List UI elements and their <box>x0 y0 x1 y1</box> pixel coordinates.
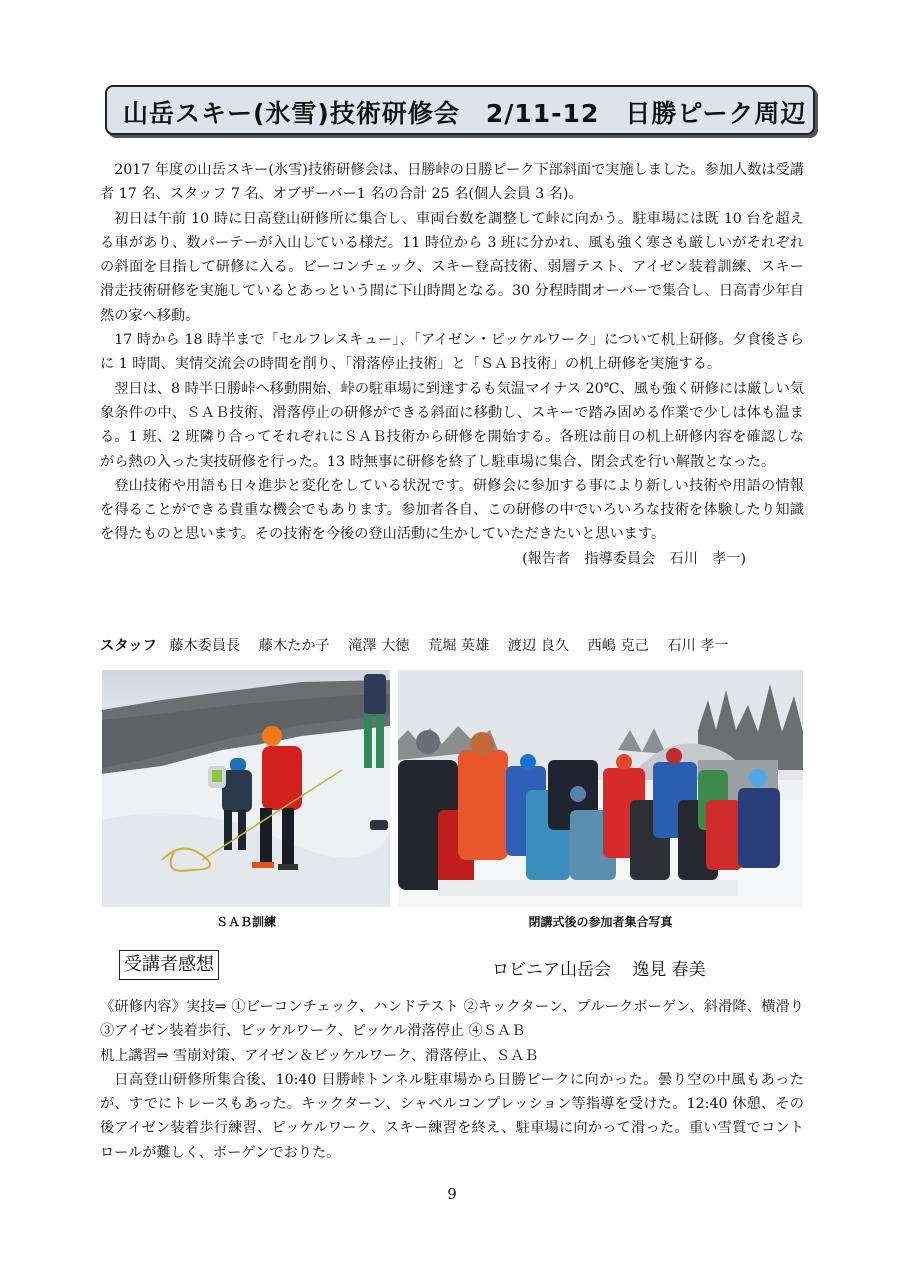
title-banner <box>105 85 815 135</box>
report-paragraph: 17 時から 18 時半まで「セルフレスキュー」、「アイゼン・ピッケルワーク」について机上研修。夕食後さらに 1 時間、実情交流会の時間を削り、「滑落停止技術」と「ＳＡＢ技術」の机上研修を実施する。 <box>100 332 804 373</box>
staff-name: 藤木たか子 <box>258 638 330 654</box>
impressions-body <box>100 995 804 1165</box>
photo-caption: ＳＡＢ訓練 <box>215 915 276 929</box>
group-photo <box>398 670 803 907</box>
report-paragraph: 2017 年度の山岳スキー(氷雪)技術研修会は、日勝峠の日勝ピーク下部斜面で実施しました。参加人数は受講者 17 名、スタッフ 7 名、オブザーバー1 名の合計 25 名(個人会員 3 名)。 <box>100 162 804 203</box>
photo-caption: 閉講式後の参加者集合写真 <box>528 915 673 929</box>
staff-name: 藤木委員長 <box>169 638 241 654</box>
page-title: 山岳スキー(氷雪)技術研修会 2/11-12 日勝ピーク周辺 <box>123 99 807 128</box>
staff-name: 荒堀 英雄 <box>428 638 490 654</box>
staff-name: 渡辺 良久 <box>507 638 570 654</box>
report-body <box>100 158 804 571</box>
impression-line: 《研修内容》実技⇒ ①ビーコンチェック、ハンドテスト ②キックターン、プルークボーゲン、斜滑降、横滑り ③アイゼン装着歩行、ピッケルワーク、ピッケル滑落停止 ④ＳＡＢ <box>100 999 804 1040</box>
staff-label: スタッフ <box>100 638 157 654</box>
staff-name: 石川 孝一 <box>667 638 729 654</box>
impressions-author <box>492 955 706 980</box>
author-name: 逸見 春美 <box>632 960 706 980</box>
reporter-signature: (報告者 指導委員会 石川 孝一) <box>522 550 746 567</box>
staff-list <box>100 635 743 655</box>
author-club: ロビニア山岳会 <box>492 960 611 980</box>
report-paragraph: 翌日は、8 時半日勝峠へ移動開始、峠の駐車場に到達するも気温マイナス 20℃、風も強く研修には厳しい気象条件の中、ＳＡＢ技術、滑落停止の研修ができる斜面に移動し、スキーで踏み固める作業で少しは体も温まる。1 班、2 班隣り合ってそれぞれにＳＡＢ技術から研修を開始する。各班は前日の机上研修内容を確認しながら熱の入った実技研修を行った。13 時無事に研修を終了し駐車場に集合、閉会式を行い解散となった。 <box>100 380 804 470</box>
staff-name: 西嶋 克己 <box>587 638 649 654</box>
page-number: 9 <box>447 1185 457 1203</box>
impression-line: 日高登山研修所集合後、10:40 日勝峠トンネル駐車場から日勝ピークに向かった。曇り空の中風もあったが、すでにトレースもあった。キックターン、シャベルコンプレッション等指導を受けた。12:40 休憩、その後アイゼン装着歩行練習、ピッケルワーク、スキー練習を終え、駐車場に向かって滑った。重い雪質でコントロールが難しく、ボーゲンでおりた。 <box>100 1071 804 1161</box>
report-paragraph: 登山技術や用語も日々進歩と変化をしている状況です。研修会に参加する事により新しい技術や用語の情報を得ることができる貴重な機会でもあります。参加者各自、この研修の中でいろいろな技術を体験したり知識を得たものと思います。その技術を今後の登山活動に生かしていただきたいと思います。 <box>100 477 804 543</box>
staff-name: 滝澤 大徳 <box>348 638 410 654</box>
impression-line: 机上講習⇒ 雪崩対策、アイゼン＆ピッケルワーク、滑落停止、ＳＡＢ <box>100 1047 539 1064</box>
impressions-heading: 受講者感想 <box>119 950 219 980</box>
report-paragraph: 初日は午前 10 時に日高登山研修所に集合し、車両台数を調整して峠に向かう。駐車場には既 10 台を超える車があり、数パーテーが入山している様だ。11 時位から 3 班に分かれ、風も強く寒さも厳しいがそれぞれの斜面を目指して研修に入る。ビーコンチェック、スキー登高技術、弱層テスト、アイゼン装着訓練、スキー滑走技術研修を実施しているとあっという間に下山時間となる。30 分程時間オーバーで集合し、日高青少年自然の家へ移動。 <box>100 210 804 324</box>
sab-training-photo <box>102 670 390 907</box>
